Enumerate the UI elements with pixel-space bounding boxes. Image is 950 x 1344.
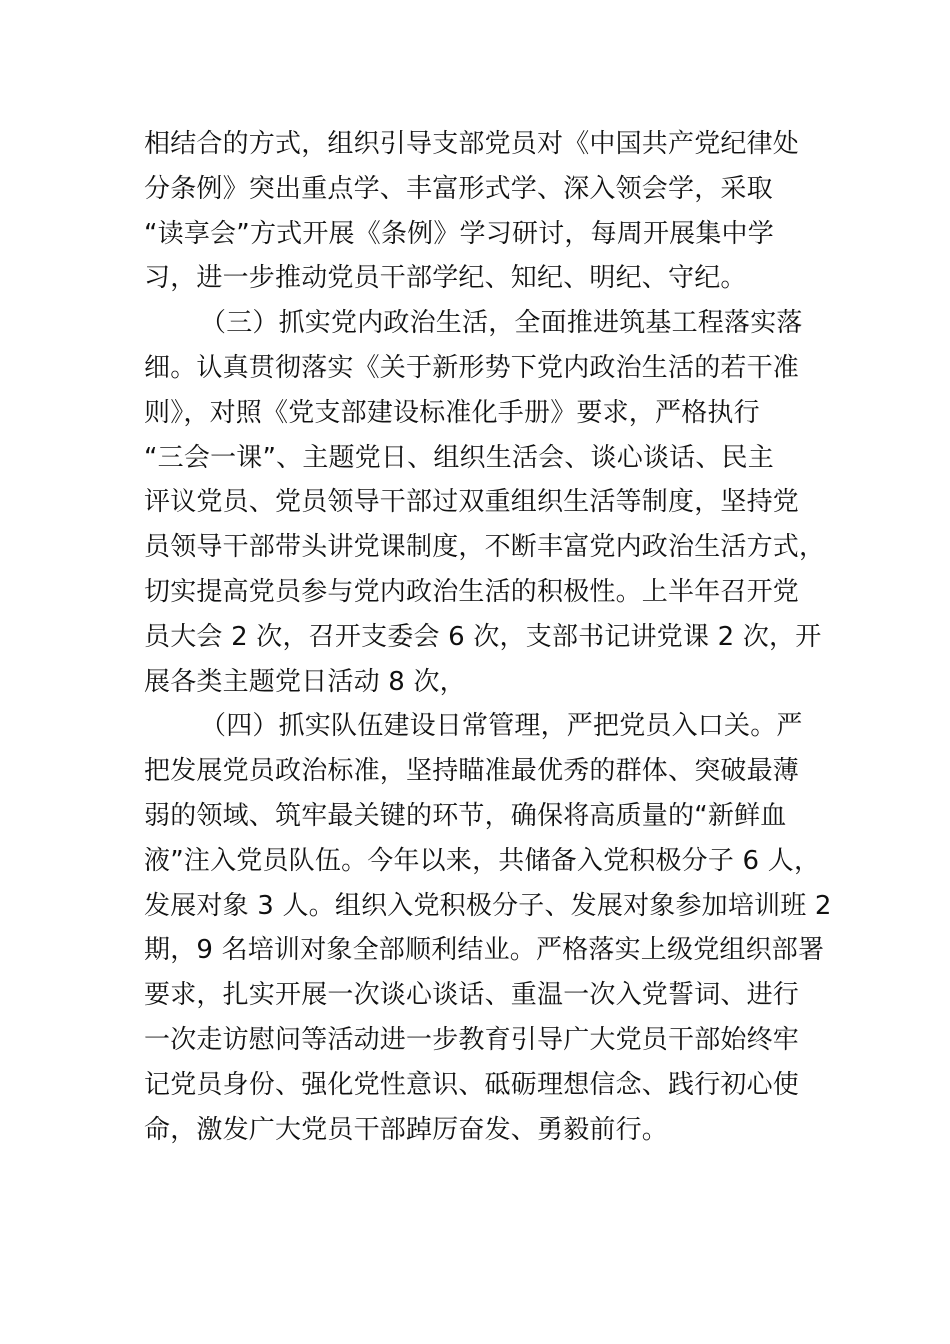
text-line: “三会一课”、主题党日、组织生活会、谈心谈话、民主: [144, 442, 774, 473]
text-line: 期，9 名培训对象全部顺利结业。严格落实上级党组织部署: [144, 935, 825, 966]
text-line: 一次走访慰问等活动进一步教育引导广大党员干部始终牢: [144, 1024, 800, 1055]
text-line: 细。认真贯彻落实《关于新形势下党内政治生活的若干准: [144, 352, 800, 383]
text-line: 员领导干部带头讲党课制度，不断丰富党内政治生活方式，: [144, 532, 826, 563]
text-line: 发展对象 3 人。组织入党积极分子、发展对象参加培训班 2: [144, 890, 832, 921]
text-line: 要求，扎实开展一次谈心谈话、重温一次入党誓词、进行: [144, 980, 800, 1011]
text-line: 记党员身份、强化党性意识、砥砺理想信念、践行初心使: [144, 1069, 800, 1100]
text-line: 把发展党员政治标准，坚持瞄准最优秀的群体、突破最薄: [144, 756, 800, 787]
section-heading-three: （三）抓实党内政治生活，全面推进筑基工程落实落: [200, 308, 803, 339]
text-line: 切实提高党员参与党内政治生活的积极性。上半年召开党: [144, 576, 800, 607]
text-line: 液”注入党员队伍。今年以来，共储备入党积极分子 6 人，: [144, 845, 821, 876]
text-line: 员大会 2 次，召开支委会 6 次，支部书记讲党课 2 次，开: [144, 621, 822, 652]
text-line: “读享会”方式开展《条例》学习研讨，每周开展集中学: [144, 218, 774, 249]
text-line: 习，进一步推动党员干部学纪、知纪、明纪、守纪。: [144, 263, 747, 294]
text-line: 展各类主题党日活动 8 次，: [144, 666, 466, 697]
section-heading-four: （四）抓实队伍建设日常管理，严把党员入口关。严: [200, 711, 803, 742]
text-line: 弱的领域、筑牢最关键的环节，确保将高质量的“新鲜血: [144, 800, 787, 831]
text-line: 相结合的方式，组织引导支部党员对《中国共产党纪律处: [144, 129, 800, 159]
document-body: [144, 122, 832, 1152]
text-line: 评议党员、党员领导干部过双重组织生活等制度，坚持党: [144, 487, 800, 518]
text-line: 命，激发广大党员干部踔厉奋发、勇毅前行。: [144, 1114, 669, 1145]
text-line: 分条例》突出重点学、丰富形式学、深入领会学，采取: [144, 173, 773, 204]
text-line: 则》，对照《党支部建设标准化手册》要求，严格执行: [144, 397, 760, 428]
